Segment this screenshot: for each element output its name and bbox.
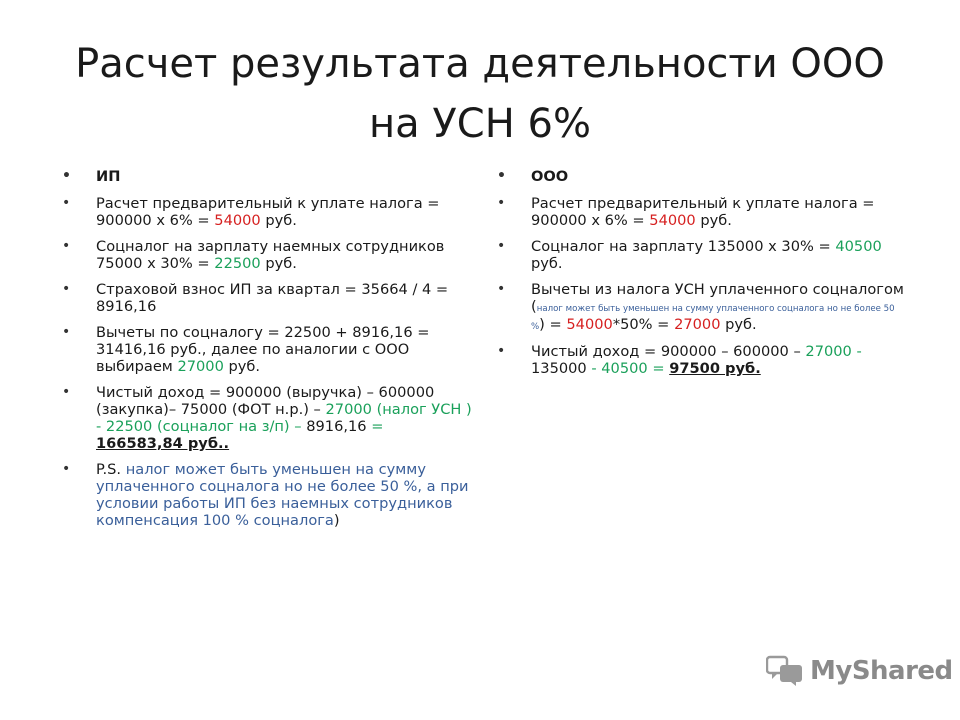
ip-net-income-equals: =: [371, 418, 384, 435]
ip-tax-estimate-unit: руб.: [260, 212, 297, 229]
ip-ps-label: P.S.: [96, 461, 126, 478]
bullet-icon: •: [62, 384, 71, 400]
ooo-header: ООО: [531, 168, 569, 185]
ooo-deductions-text: Вычеты из налога УСН уплаченного соцналогом (: [531, 281, 904, 315]
ooo-net-income-item: [497, 343, 907, 377]
ooo-header-item: [497, 168, 907, 185]
bullet-icon: •: [62, 461, 71, 477]
bullet-icon: •: [62, 195, 71, 211]
ip-ps-item: [62, 461, 472, 529]
ooo-net-income-tax: 27000 -: [805, 343, 862, 360]
ooo-tax-estimate-unit: руб.: [695, 212, 732, 229]
ooo-deductions-note: налог может быть уменьшен на сумму уплаченного соцналога но не более 50 %: [531, 304, 895, 332]
ip-social-tax-item: [62, 238, 472, 272]
slide-title-line-1: Расчет результата деятельности ООО: [75, 41, 885, 87]
ooo-net-income-fot: 135000: [531, 360, 592, 377]
ip-deductions-text: Вычеты по соцналогу = 22500 + 8916,16 = 31416,16 руб., далее по аналогии с ООО выбираем: [96, 324, 430, 375]
ip-deductions-value: 27000: [177, 358, 224, 375]
ooo-social-tax-value: 40500: [835, 238, 882, 255]
ooo-net-income-social: - 40500 =: [591, 360, 665, 377]
ooo-social-tax-text: Соцналог на зарплату 135000 х 30% =: [531, 238, 836, 255]
ooo-social-tax-item: [497, 238, 907, 272]
ip-insurance-item: [62, 281, 472, 315]
ooo-deductions-value: 27000: [674, 316, 721, 333]
myshared-brand: MyShared: [810, 656, 953, 686]
ip-tax-estimate-text: Расчет предварительный к уплате налога = 900000 х 6% =: [96, 195, 440, 229]
ooo-net-income-text: Чистый доход = 900000 – 600000 –: [531, 343, 806, 360]
ip-header-item: [62, 168, 472, 185]
slide-title: [40, 34, 920, 154]
bullet-icon: •: [62, 281, 71, 297]
bullet-icon: •: [62, 324, 71, 340]
ooo-deductions-equals: ) =: [539, 316, 567, 333]
bullet-icon: •: [62, 238, 71, 254]
bullet-icon: •: [497, 238, 506, 254]
myshared-watermark: [766, 655, 953, 687]
ooo-deductions-item: [497, 281, 907, 334]
ooo-deductions-percent: *50% =: [612, 316, 675, 333]
ooo-tax-estimate-value: 54000: [649, 212, 696, 229]
bullet-icon: •: [497, 168, 506, 184]
bullet-icon: •: [62, 168, 71, 184]
ip-deductions-unit: руб.: [223, 358, 261, 375]
ip-net-income-text: Чистый доход = 900000 (выручка) – 600000 (закупка)– 75000 (ФОТ н.р.) –: [96, 384, 435, 418]
myshared-logo-icon: [766, 655, 804, 687]
slide-title-line-2: на УСН 6%: [369, 101, 591, 147]
ip-column: [62, 168, 472, 538]
ip-tax-estimate-item: [62, 195, 472, 229]
ip-social-tax-value: 22500: [214, 255, 261, 272]
ooo-net-income-result: 97500 руб.: [669, 360, 761, 377]
ip-ps-close: ): [333, 512, 340, 529]
ooo-tax-estimate-text: Расчет предварительный к уплате налога = 900000 х 6% =: [531, 195, 875, 229]
ip-social-tax-text: Соцналог на зарплату наемных сотрудников 75000 х 30% =: [96, 238, 445, 272]
ooo-column: [497, 168, 907, 386]
ip-net-income-insurance: 8916,16: [301, 418, 372, 435]
bullet-icon: •: [497, 343, 506, 359]
ip-ps-note: налог может быть уменьшен на сумму уплаченного соцналога но не более 50 %, а при условии работы ИП без наемных сотрудников компенсация 100 % соцналога: [96, 461, 469, 529]
ooo-social-tax-unit: руб.: [531, 255, 563, 272]
ip-deductions-item: [62, 324, 472, 375]
ip-social-tax-unit: руб.: [260, 255, 297, 272]
ip-net-income-item: [62, 384, 472, 452]
bullet-icon: •: [497, 281, 506, 297]
ooo-deductions-base: 54000: [566, 316, 613, 333]
ooo-tax-estimate-item: [497, 195, 907, 229]
bullet-icon: •: [497, 195, 506, 211]
ip-net-income-result: 166583,84 руб..: [96, 435, 230, 452]
ooo-deductions-unit: руб.: [720, 316, 757, 333]
ip-header: ИП: [96, 168, 121, 185]
ip-insurance-text: Страховой взнос ИП за квартал = 35664 / 4 = 8916,16: [96, 281, 449, 315]
ip-net-income-deductions: 27000 (налог УСН ) - 22500 (соцналог на з/п) –: [96, 401, 472, 435]
ip-tax-estimate-value: 54000: [214, 212, 261, 229]
